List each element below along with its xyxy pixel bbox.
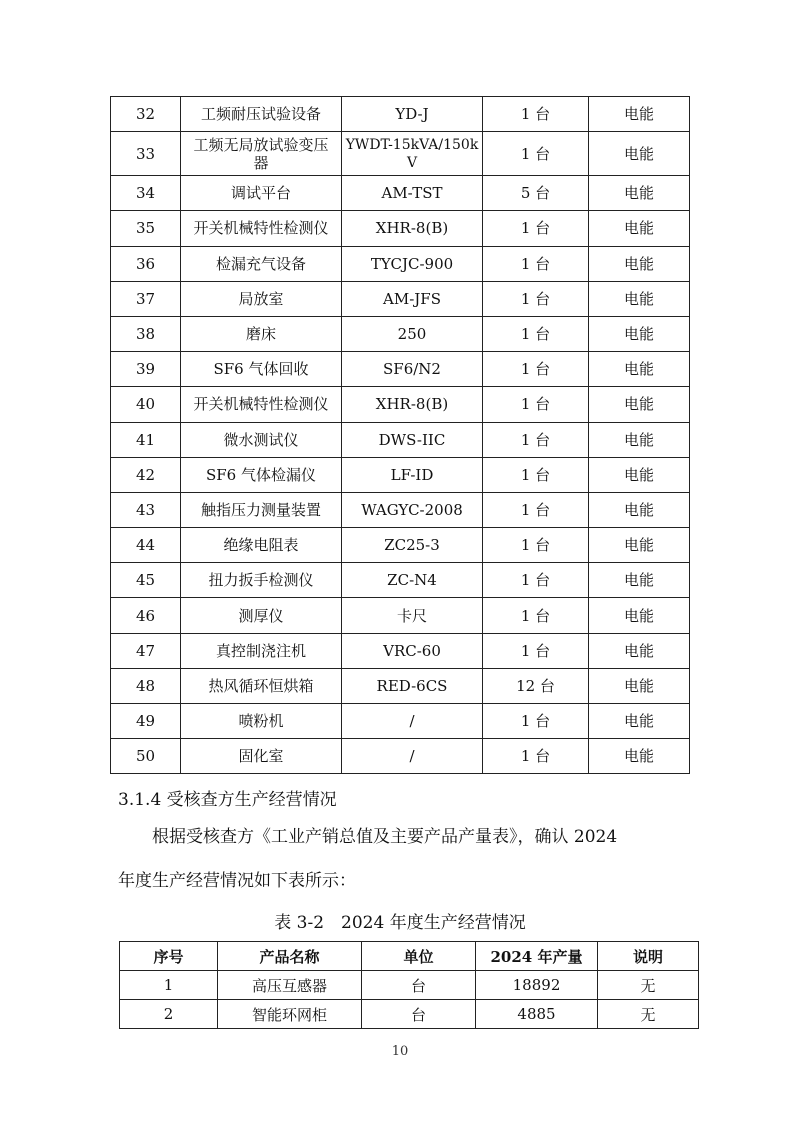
row-number: 33 xyxy=(111,132,181,176)
row-number: 32 xyxy=(111,97,181,132)
equipment-quantity: 1 台 xyxy=(483,422,589,457)
equipment-name: 工频无局放试验变压器 xyxy=(181,132,342,176)
equipment-name: 开关机械特性检测仪 xyxy=(181,387,342,422)
equipment-table-body xyxy=(111,97,690,774)
column-header: 产品名称 xyxy=(218,942,362,971)
table-row xyxy=(111,97,690,132)
equipment-name: 热风循环恒烘箱 xyxy=(181,668,342,703)
equipment-model: 卡尺 xyxy=(342,598,483,633)
table-row xyxy=(111,246,690,281)
table-row xyxy=(111,492,690,527)
energy-type: 电能 xyxy=(589,246,690,281)
table-row xyxy=(111,457,690,492)
header-row xyxy=(120,942,699,971)
equipment-quantity: 12 台 xyxy=(483,668,589,703)
equipment-model: ZC25-3 xyxy=(342,528,483,563)
product-name: 智能环网柜 xyxy=(218,1000,362,1029)
energy-type: 电能 xyxy=(589,132,690,176)
row-number: 40 xyxy=(111,387,181,422)
equipment-model: XHR-8(B) xyxy=(342,387,483,422)
table-row xyxy=(111,281,690,316)
equipment-quantity: 1 台 xyxy=(483,387,589,422)
equipment-quantity: 1 台 xyxy=(483,211,589,246)
column-header: 2024 年产量 xyxy=(476,942,598,971)
equipment-name: 微水测试仪 xyxy=(181,422,342,457)
equipment-model: SF6/N2 xyxy=(342,352,483,387)
row-number: 1 xyxy=(120,971,218,1000)
row-number: 48 xyxy=(111,668,181,703)
energy-type: 电能 xyxy=(589,563,690,598)
row-number: 38 xyxy=(111,316,181,351)
equipment-table xyxy=(110,96,690,774)
equipment-model: YWDT-15kVA/150kV xyxy=(342,132,483,176)
energy-type: 电能 xyxy=(589,492,690,527)
row-number: 50 xyxy=(111,739,181,774)
equipment-name: 调试平台 xyxy=(181,176,342,211)
column-header: 序号 xyxy=(120,942,218,971)
row-number: 41 xyxy=(111,422,181,457)
equipment-quantity: 5 台 xyxy=(483,176,589,211)
energy-type: 电能 xyxy=(589,528,690,563)
energy-type: 电能 xyxy=(589,352,690,387)
column-header: 单位 xyxy=(362,942,476,971)
equipment-model: / xyxy=(342,739,483,774)
equipment-model: AM-JFS xyxy=(342,281,483,316)
equipment-model: YD-J xyxy=(342,97,483,132)
product-note: 无 xyxy=(598,971,699,1000)
equipment-quantity: 1 台 xyxy=(483,281,589,316)
equipment-model: AM-TST xyxy=(342,176,483,211)
equipment-model: 250 xyxy=(342,316,483,351)
row-number: 36 xyxy=(111,246,181,281)
equipment-quantity: 1 台 xyxy=(483,563,589,598)
table-row xyxy=(111,211,690,246)
equipment-model: / xyxy=(342,704,483,739)
product-note: 无 xyxy=(598,1000,699,1029)
equipment-quantity: 1 台 xyxy=(483,633,589,668)
row-number: 49 xyxy=(111,704,181,739)
row-number: 44 xyxy=(111,528,181,563)
equipment-name: SF6 气体回收 xyxy=(181,352,342,387)
energy-type: 电能 xyxy=(589,422,690,457)
energy-type: 电能 xyxy=(589,739,690,774)
row-number: 37 xyxy=(111,281,181,316)
body-paragraph-line-1: 根据受核查方《工业产销总值及主要产品产量表》，确认 2024 xyxy=(152,827,618,847)
row-number: 45 xyxy=(111,563,181,598)
equipment-model: LF-ID xyxy=(342,457,483,492)
row-number: 42 xyxy=(111,457,181,492)
page-number: 10 xyxy=(391,1044,409,1059)
row-number: 43 xyxy=(111,492,181,527)
production-table xyxy=(119,941,699,1029)
equipment-name: 真控制浇注机 xyxy=(181,633,342,668)
equipment-name: 局放室 xyxy=(181,281,342,316)
equipment-quantity: 1 台 xyxy=(483,246,589,281)
table-row xyxy=(111,316,690,351)
table-row xyxy=(120,971,699,1000)
equipment-name: 检漏充气设备 xyxy=(181,246,342,281)
equipment-name: 开关机械特性检测仪 xyxy=(181,211,342,246)
table-row xyxy=(111,598,690,633)
equipment-quantity: 1 台 xyxy=(483,528,589,563)
production-table-header xyxy=(120,942,699,971)
table-row xyxy=(111,633,690,668)
equipment-name: 测厚仪 xyxy=(181,598,342,633)
table-row xyxy=(111,528,690,563)
equipment-model: DWS-IIC xyxy=(342,422,483,457)
equipment-name: 喷粉机 xyxy=(181,704,342,739)
production-table-body xyxy=(120,971,699,1029)
row-number: 35 xyxy=(111,211,181,246)
table-row xyxy=(111,668,690,703)
equipment-name: 绝缘电阻表 xyxy=(181,528,342,563)
row-number: 47 xyxy=(111,633,181,668)
energy-type: 电能 xyxy=(589,281,690,316)
product-unit: 台 xyxy=(362,971,476,1000)
table-row xyxy=(111,132,690,176)
energy-type: 电能 xyxy=(589,97,690,132)
equipment-name: 扭力扳手检测仪 xyxy=(181,563,342,598)
table-row xyxy=(120,1000,699,1029)
table-caption: 表 3-2 2024 年度生产经营情况 xyxy=(274,913,526,933)
equipment-name: 工频耐压试验设备 xyxy=(181,97,342,132)
table-row xyxy=(111,704,690,739)
row-number: 2 xyxy=(120,1000,218,1029)
table-row xyxy=(111,387,690,422)
energy-type: 电能 xyxy=(589,457,690,492)
section-heading: 3.1.4 受核查方生产经营情况 xyxy=(118,790,337,810)
equipment-quantity: 1 台 xyxy=(483,97,589,132)
table-row xyxy=(111,422,690,457)
equipment-name: 磨床 xyxy=(181,316,342,351)
equipment-name: 固化室 xyxy=(181,739,342,774)
equipment-model: VRC-60 xyxy=(342,633,483,668)
energy-type: 电能 xyxy=(589,704,690,739)
equipment-model: WAGYC-2008 xyxy=(342,492,483,527)
equipment-quantity: 1 台 xyxy=(483,739,589,774)
equipment-quantity: 1 台 xyxy=(483,352,589,387)
row-number: 34 xyxy=(111,176,181,211)
equipment-model: RED-6CS xyxy=(342,668,483,703)
product-unit: 台 xyxy=(362,1000,476,1029)
equipment-quantity: 1 台 xyxy=(483,598,589,633)
equipment-quantity: 1 台 xyxy=(483,457,589,492)
equipment-quantity: 1 台 xyxy=(483,316,589,351)
product-name: 高压互感器 xyxy=(218,971,362,1000)
equipment-quantity: 1 台 xyxy=(483,492,589,527)
equipment-name: 触指压力测量装置 xyxy=(181,492,342,527)
column-header: 说明 xyxy=(598,942,699,971)
energy-type: 电能 xyxy=(589,211,690,246)
table-row xyxy=(111,563,690,598)
row-number: 46 xyxy=(111,598,181,633)
table-row xyxy=(111,352,690,387)
energy-type: 电能 xyxy=(589,668,690,703)
table-row xyxy=(111,739,690,774)
equipment-model: TYCJC-900 xyxy=(342,246,483,281)
table-row xyxy=(111,176,690,211)
product-output: 4885 xyxy=(476,1000,598,1029)
energy-type: 电能 xyxy=(589,633,690,668)
energy-type: 电能 xyxy=(589,176,690,211)
equipment-quantity: 1 台 xyxy=(483,132,589,176)
body-paragraph-line-2: 年度生产经营情况如下表所示： xyxy=(118,871,356,891)
equipment-model: ZC-N4 xyxy=(342,563,483,598)
product-output: 18892 xyxy=(476,971,598,1000)
energy-type: 电能 xyxy=(589,316,690,351)
equipment-quantity: 1 台 xyxy=(483,704,589,739)
energy-type: 电能 xyxy=(589,598,690,633)
equipment-name: SF6 气体检漏仪 xyxy=(181,457,342,492)
equipment-model: XHR-8(B) xyxy=(342,211,483,246)
energy-type: 电能 xyxy=(589,387,690,422)
row-number: 39 xyxy=(111,352,181,387)
